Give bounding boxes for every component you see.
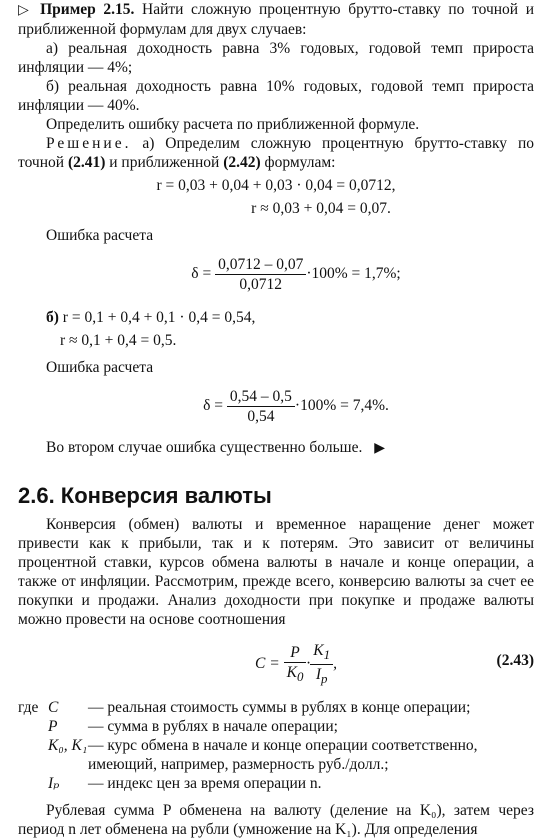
definition-row xyxy=(18,736,534,774)
delta-b-denominator: 0,54 xyxy=(247,408,275,425)
equation-b-exact: r = 0,1 + 0,4 + 0,1 · 0,4 = 0,54, xyxy=(62,309,256,326)
example-text: Найти сложную процентную брутто-ставку по точной и приближенной формулам для двух случаев: xyxy=(18,1,534,38)
formula-2-43: C = $\frac{P}{K_0}$ · $\frac{K_1}{I_p}$ , (2.43) xyxy=(255,642,534,687)
solution-text-3: формулам: xyxy=(260,154,336,171)
error-label-a: Ошибка расчета xyxy=(46,227,154,244)
conclusion-text: Во втором случае ошибка существенно больше. xyxy=(46,439,363,456)
definition-symbol: Iₚ xyxy=(48,775,60,793)
solution-text-2: и приближенной xyxy=(105,154,224,171)
section-paragraph-1: Конверсия (обмен) валюты и временное наращение денег может привести как к прибыли, так и к потерям. Это зависит от величины процентной ставки, курсов обмена валюты в начале и конце операции, а также от инфляции. Рассмотрим, прежде всего, конверсию валюты за счет ее покупки и продажи. Анализ доходности при покупке и продаже валюты можно провести на основе соотношения xyxy=(18,516,534,628)
delta-b-numerator: 0,54 – 0,5 xyxy=(227,387,295,407)
equation-number: (2.43) xyxy=(496,652,534,669)
equation-a-approx: r ≈ 0,03 + 0,04 = 0,07. xyxy=(251,200,391,217)
formula-fraction-p xyxy=(284,643,307,686)
conclusion xyxy=(18,438,534,458)
definition-text: — реальная стоимость суммы в рублях в конце операции; xyxy=(88,699,471,717)
delta-b-formula xyxy=(18,387,534,426)
delta-a-fraction xyxy=(215,255,306,294)
definition-row xyxy=(18,717,534,736)
delta-a-formula xyxy=(18,255,534,294)
definition-symbol: P xyxy=(48,718,58,736)
example-case-a: а) реальная доходность равна 3% годовых, годовой темп прироста инфляции — 4%; xyxy=(18,40,534,76)
example-task: Определить ошибку расчета по приближенной формуле. xyxy=(46,116,420,133)
b-equations xyxy=(18,308,534,327)
error-label-b: Ошибка расчета xyxy=(46,359,154,376)
delta-a-denominator: 0,0712 xyxy=(239,276,282,293)
delta-a-numerator: 0,0712 – 0,07 xyxy=(215,255,306,275)
definition-symbol: C xyxy=(48,699,59,717)
ref-2-42: (2.42) xyxy=(223,154,261,171)
solution-label: Решение. xyxy=(46,135,132,152)
definitions-table xyxy=(18,698,534,793)
delta-b-fraction xyxy=(227,387,295,426)
example-label: Пример 2.15. xyxy=(40,1,135,18)
ref-2-41: (2.41) xyxy=(67,154,106,171)
where-label: где xyxy=(18,699,39,717)
formula-p-denominator: $K_0$ xyxy=(286,664,304,685)
b-label: б) xyxy=(46,309,59,326)
delta-b-rhs: ·100% = 7,4%. xyxy=(294,397,389,415)
delta-b-lhs: δ = xyxy=(203,397,224,415)
definition-symbol: K₀, K₁ xyxy=(48,737,88,755)
example-case-b: б) реальная доходность равна 10% годовых, годовой темп прироста инфляции — 40%. xyxy=(18,78,534,114)
definition-text: — индекс цен за время операции n. xyxy=(88,775,322,793)
end-marker-icon: ▶ xyxy=(374,440,385,456)
example-intro xyxy=(18,0,534,39)
section-paragraph-2: Рублевая сумма P обменена на валюту (деление на K₀), затем через период n лет обменена на рубли (умножение на K₁). Для определения xyxy=(18,802,534,839)
formula-k-denominator: $I_p$ xyxy=(315,666,328,687)
solution-text-1: а) Определим сложную процентную брутто-ставку по точной xyxy=(18,135,534,171)
solution-paragraph xyxy=(18,134,534,172)
formula-k-numerator: $K_1$ xyxy=(310,641,333,665)
delta-a-lhs: δ = xyxy=(191,265,212,283)
formula-fraction-k xyxy=(310,641,333,688)
definition-text: — курс обмена в начале и конце операции соответственно, имеющий, например, размерность руб./долл.; xyxy=(88,737,478,774)
example-marker-icon: ▷ xyxy=(18,2,33,18)
equation-a-exact: r = 0,03 + 0,04 + 0,03 · 0,04 = 0,0712, xyxy=(156,177,396,194)
equation-b-approx: r ≈ 0,1 + 0,4 = 0,5. xyxy=(60,332,177,349)
formula-lhs: C = xyxy=(255,655,280,673)
delta-a-rhs: ·100% = 1,7%; xyxy=(306,265,401,283)
section-heading: 2.6. Конверсия валюты xyxy=(18,483,272,508)
document-page xyxy=(18,0,534,839)
formula-p-numerator: P xyxy=(284,643,307,663)
definition-text: — сумма в рублях в начале операции; xyxy=(88,718,338,736)
definition-row xyxy=(18,698,534,717)
definition-row xyxy=(18,774,534,793)
